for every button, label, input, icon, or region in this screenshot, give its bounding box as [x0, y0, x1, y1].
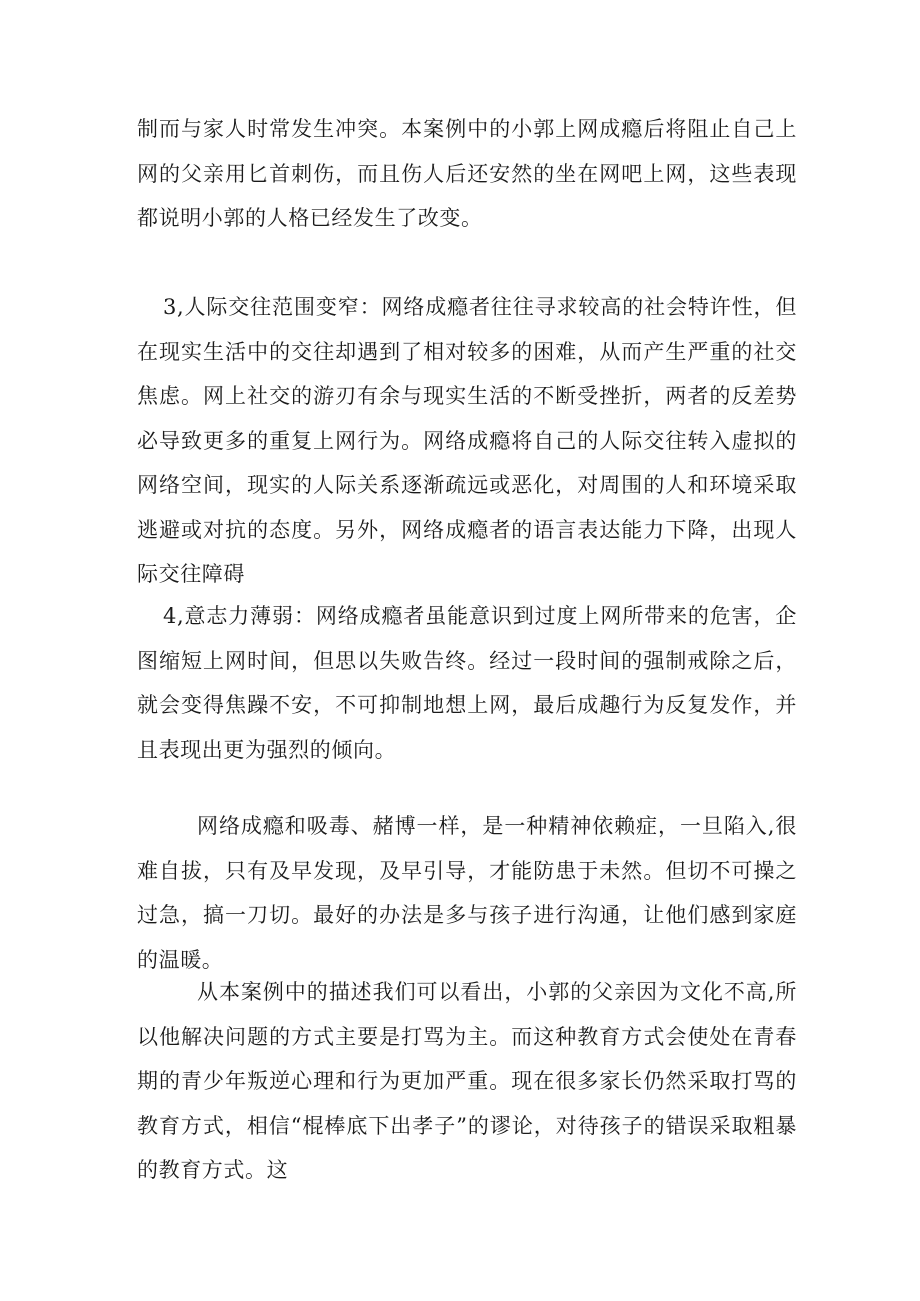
paragraph-dependency-advice: 网络成瘾和吸毒、赭博一样，是一种精神依赖症，一旦陷入,很难自拔，只有及早发现，及早引导，才能防患于未然。但切不可操之过急，搞一刀切。最好的办法是多与孩子进行沟通，让他们感到家庭的温暖。	[137, 814, 797, 972]
paragraph-personality-change: 制而与家人时常发生冲突。本案例中的小郭上网成瘾后将阻止自己上网的父亲用匕首刺伤，而且伤人后还安然的坐在网吧上网，这些表现都说明小郭的人格已经发生了改变。	[137, 117, 797, 230]
paragraph-point-3-social-narrowing: 3,人际交往范围变窄：网络成瘾者往往寻求较高的社会特许性，但在现实生活中的交往却遇到了相对较多的困难，从而产生严重的社交焦虑。网上社交的游刃有余与现实生活的不断受挫折，两者的反差势必导致更多的重复上网行为。网络成瘾将自己的人际交往转入虚拟的网络空间，现实的人际关系逐渐疏远或恶化，对周围的人和环境采取逃避或对抗的态度。另外，网络成瘾者的语言表达能力下降，出现人际交往障碍	[137, 295, 797, 586]
paragraph-point-4-weak-will: 4,意志力薄弱：网络成瘾者虽能意识到过度上网所带来的危害，企图缩短上网时间，但思以失败告终。经过一段时间的强制戒除之后，就会变得焦躁不安，不可抑制地想上网，最后成趣行为反复发作，并且表现出更为强烈的倾向。	[137, 604, 797, 762]
paragraph-father-education: 从本案例中的描述我们可以看出，小郭的父亲因为文化不高,所以他解决问题的方式主要是打骂为主。而这种教育方式会使处在青春期的青少年叛逆心理和行为更加严重。现在很多家长仍然采取打骂的教育方式，相信“棍棒底下出孝子”的谬论，对待孩子的错误采取粗暴的教育方式。这	[137, 980, 797, 1182]
